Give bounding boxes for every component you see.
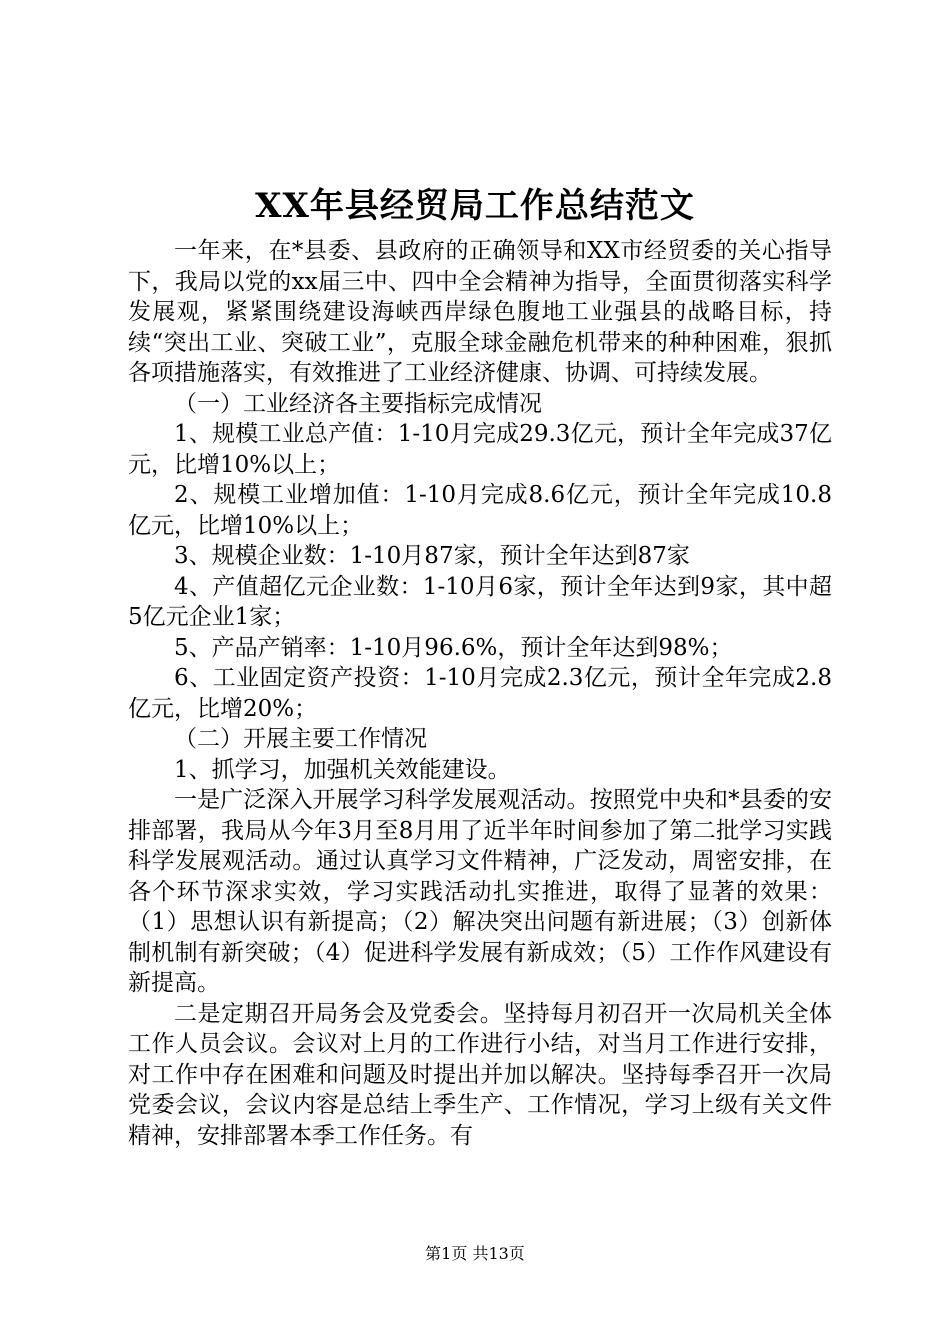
document-title: XX年县经贸局工作总结范文 <box>255 186 695 226</box>
indicator-item-4: 4、产值超亿元企业数：1-10月6家，预计全年达到9家，其中超5亿元企业1家； <box>128 573 832 630</box>
paragraph-meetings: 二是定期召开局务会及党委会。坚持每月初召开一次局机关全体工作人员会议。会议对上月的工作进行小结，对当月工作进行安排，对工作中存在困难和问题及时提出并加以解决。坚持每季召开一次局党委会议，会议内容是总结上季生产、工作情况，学习上级有关文件精神，安排部署本季工作任务。有 <box>128 1000 832 1149</box>
indicator-item-2: 2、规模工业增加值：1-10月完成8.6亿元，预计全年完成10.8亿元，比增10%以上； <box>128 482 832 539</box>
paragraph-study-activity: 一是广泛深入开展学习科学发展观活动。按照党中央和*县委的安排部署，我局从今年3月至8月用了近半年时间参加了第二批学习实践科学发展观活动。通过认真学习文件精神，广泛发动，周密安排，在各个环节深求实效，学习实践活动扎实推进，取得了显著的效果：（1）思想认识有新提高；（2）解决突出问题有新进展；（3）创新体制机制有新突破；（4）促进科学发展有新成效；（5）工作作风建设有新提高。 <box>128 787 832 996</box>
page-number-footer: 第1页 共13页 <box>425 1244 525 1263</box>
document-body <box>128 236 832 1151</box>
indicator-item-6: 6、工业固定资产投资：1-10月完成2.3亿元，预计全年完成2.8亿元，比增20%； <box>128 665 832 722</box>
indicator-item-5: 5、产品产销率：1-10月96.6%，预计全年达到98%； <box>174 634 733 661</box>
indicator-item-1: 1、规模工业总产值：1-10月完成29.3亿元，预计全年完成37亿元，比增10%以上； <box>128 421 832 478</box>
subsection-heading-1: 1、抓学习，加强机关效能建设。 <box>174 756 511 783</box>
paragraph-intro: 一年来，在*县委、县政府的正确领导和XX市经贸委的关心指导下，我局以党的xx届三中、四中全会精神为指导，全面贯彻落实科学发展观，紧紧围绕建设海峡西岸绿色腹地工业强县的战略目标，持续“突出工业、突破工业”，克服全球金融危机带来的种种困难，狠抓各项措施落实，有效推进了工业经济健康、协调、可持续发展。 <box>128 238 832 386</box>
indicator-item-3: 3、规模企业数：1-10月87家，预计全年达到87家 <box>174 543 690 569</box>
section-heading-1: （一）工业经济各主要指标完成情况 <box>174 390 542 417</box>
section-heading-2: （二）开展主要工作情况 <box>174 726 427 752</box>
